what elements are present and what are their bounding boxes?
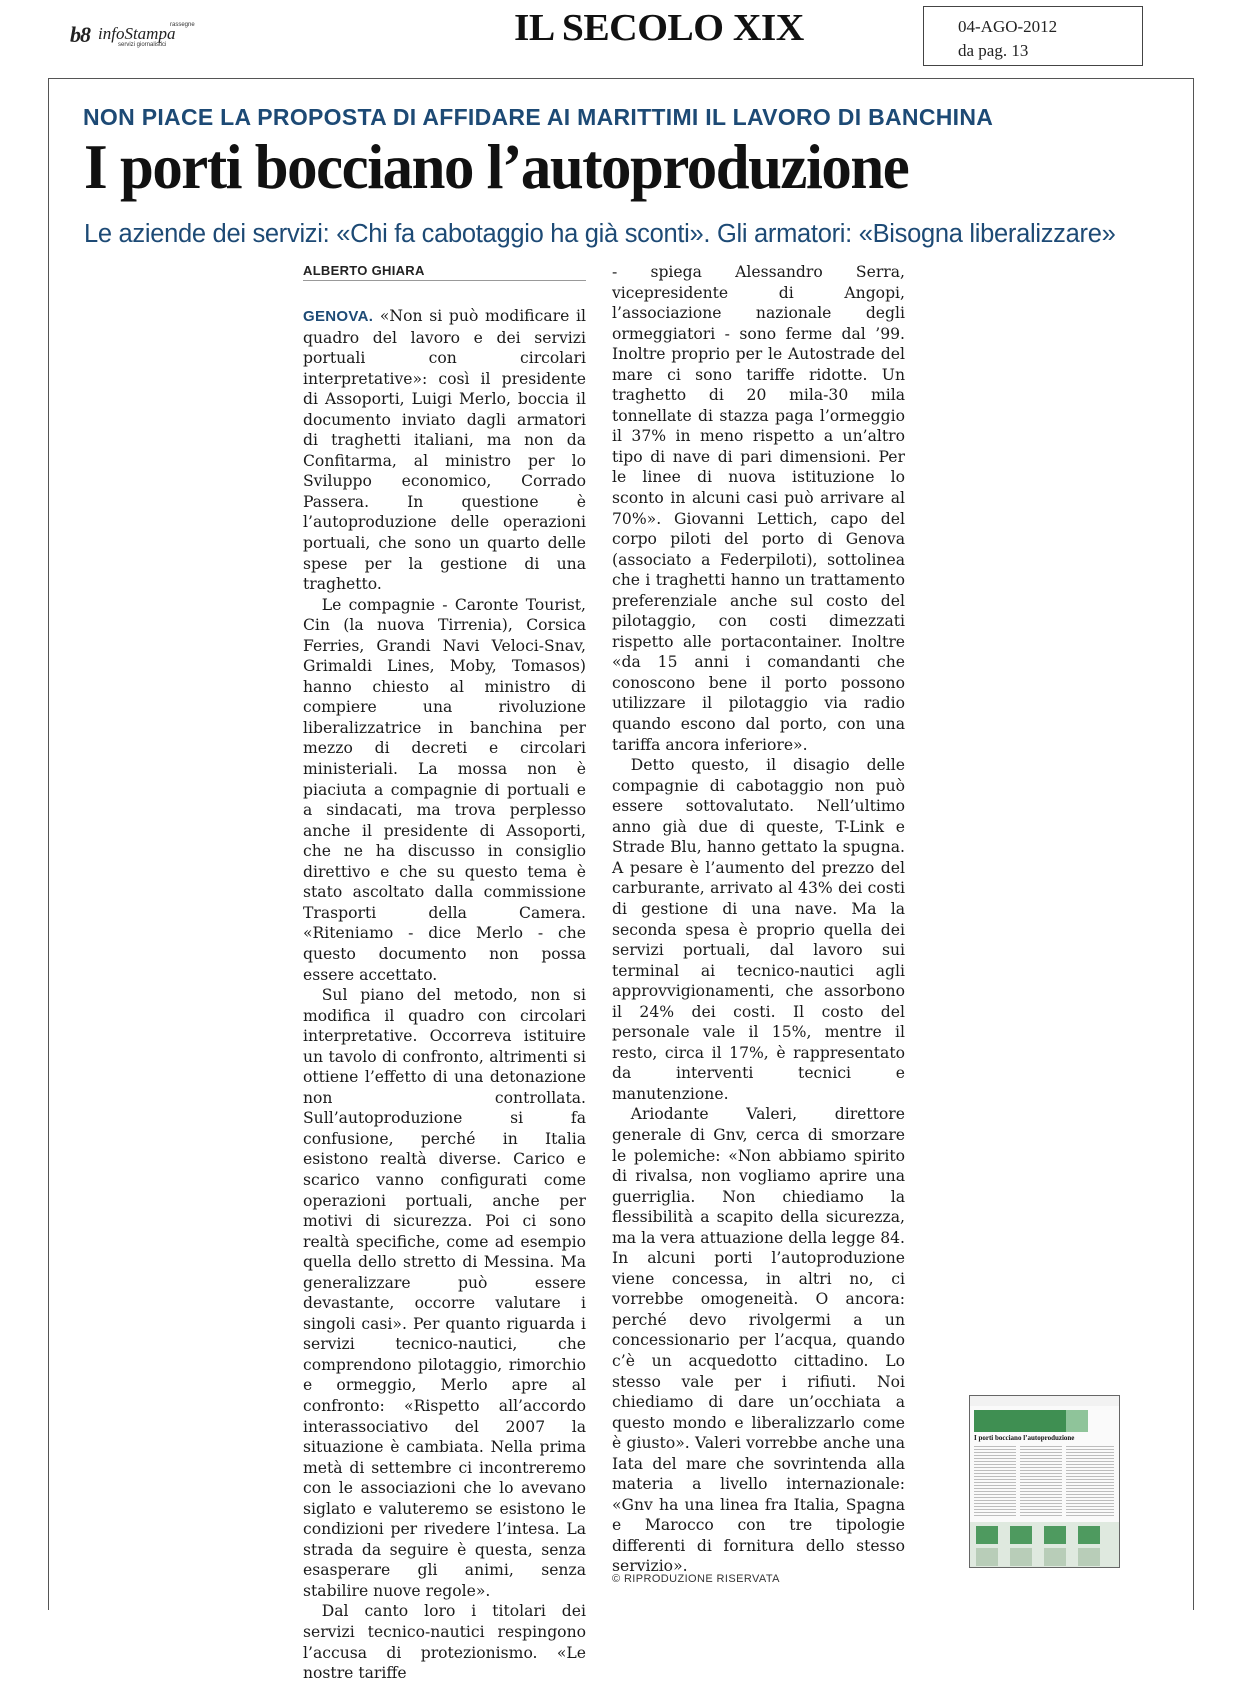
thumbnail-text-column bbox=[1066, 1446, 1114, 1516]
article-byline: ALBERTO GHIARA bbox=[303, 263, 425, 278]
logo-b8: b8 bbox=[70, 22, 90, 47]
thumbnail-text-column bbox=[974, 1446, 1016, 1516]
paragraph: Sul piano del metodo, non si modifica il quadro con circolari interpretative. Occorreva istituire un tavolo di confronto, altrimenti si ottiene l’effetto di una detonazione non controllata. Sull’autoproduzione si fa confusione, perché in Italia esistono realtà diverse. Carico e scarico vanno configurati come operazioni portuali, anche per motivi di sicurezza. Poi ci sono realtà specifiche, come ad esempio quella dello stretto di Messina. Ma generalizzare può essere devastante, occorre valutare i singoli casi». Per quanto riguarda i servizi tecnico-nautici, che comprendono pilotaggio, rimorchio e ormeggio, Merlo apre al confronto: «Rispetto all’accordo interassociativo del 2007 la situazione è cambiata. Nella prima metà di settembre ci incontreremo con le associazioni che lo avevano siglato e valuteremo se esistono le condizioni per rivedere l’intesa. La strada da seguire è questa, senza esasperare gli animi, senza stabilire nuove regole». bbox=[303, 986, 586, 1600]
thumbnail-text-column bbox=[1020, 1446, 1062, 1516]
ad-block bbox=[1078, 1548, 1100, 1566]
ad-block bbox=[1010, 1526, 1032, 1544]
infostampa-logo bbox=[70, 22, 220, 50]
logo-tagline-top: rassegne bbox=[170, 22, 195, 28]
article-subtitle: Le aziende dei servizi: «Chi fa cabotaggio ha già sconti». Gli armatori: «Bisogna liberalizzare» bbox=[84, 220, 1116, 248]
publication-date: 04-AGO-2012 bbox=[958, 17, 1058, 36]
ad-block bbox=[1044, 1548, 1066, 1566]
paragraph: Ariodante Valeri, direttore generale di Gnv, cerca di smorzare le polemiche: «Non abbiamo spirito di rivalsa, non vogliamo aprire una guerriglia. Non chiediamo la flessibilità a scapito della sicurezza, ma la vera attuazione della legge 84. In alcuni porti l’autoproduzione viene concessa, in altri no, ci vorrebbe omogeneità. O ancora: perché devo rivolgermi a un concessionario per l’acqua, quando c’è un acquedotto cittadino. Lo stesso vale per i rifiuti. Noi chiediamo di dare un’occhiata a questo mondo e liberalizzarlo come è giusto». Valeri vorrebbe anche una Iata del mare che sovrintenda alla materia a livello internazionale: «Gnv ha una linea fra Italia, Spagna e Marocco con tre tipologie differenti di fornitura dello stesso servizio». bbox=[612, 1105, 905, 1576]
thumbnail-photo bbox=[974, 1410, 1066, 1432]
thumbnail-advertisement bbox=[970, 1522, 1119, 1568]
thumbnail-header bbox=[970, 1396, 1119, 1406]
paragraph bbox=[303, 306, 586, 595]
ad-block bbox=[976, 1526, 998, 1544]
page-thumbnail bbox=[969, 1395, 1120, 1568]
paragraph-text: «Non si può modificare il quadro del lavoro e dei servizi portuali con circolari interpretative»: così il presidente di Assoporti, Luigi Merlo, boccia il documento inviato dagli armatori di traghetti italiani, ma non da Confitarma, al ministro per lo Sviluppo economico, Corrado Passera. In questione è l’autoproduzione delle operazioni portuali, che sono un quarto delle spese per la gestione di una traghetto. bbox=[303, 307, 586, 594]
paragraph: Le compagnie - Caronte Tourist, Cin (la nuova Tirrenia), Corsica Ferries, Grandi Navi Veloci-Snav, Grimaldi Lines, Moby, Tomasos) hanno chiesto al ministro di compiere una rivoluzione liberalizzatrice in banchina per mezzo di decreti e circolari ministeriali. La mossa non è piaciuta a compagnie di portuali e a sindacati, ma trova perplesso anche il presidente di Assoporti, che ne ha discusso in consiglio direttivo e che su questo tema è stato ascoltato dalla commissione Trasporti della Camera. «Riteniamo - dice Merlo - che questo documento non possa essere accettato. bbox=[303, 595, 586, 984]
thumbnail-headline: I porti bocciano l’autoproduzione bbox=[974, 1434, 1075, 1442]
logo-tagline-bottom: servizi giornalistici bbox=[118, 42, 167, 48]
article-column-left bbox=[303, 306, 586, 1684]
date-box bbox=[923, 6, 1143, 66]
paragraph: Detto questo, il disagio delle compagnie di cabotaggio non può essere sottovalutato. Nell’ultimo anno già due di queste, T-Link e Strade Blu, hanno gettato la spugna. A pesare è l’aumento del prezzo del carburante, arrivato al 43% dei costi di gestione di una nave. Ma la seconda spesa è proprio quella dei servizi portuali, dal lavoro sui terminal ai tecnico-nautici agli approvvigionamenti, che assorbono il 24% dei costi. Il costo del personale vale il 15%, mentre il resto, circa il 17%, è rappresentato da interventi tecnici e manutenzione. bbox=[612, 756, 905, 1103]
dateline: GENOVA. bbox=[303, 308, 374, 325]
article-column-right bbox=[612, 262, 905, 1577]
paragraph: Dal canto loro i titolari dei servizi tecnico-nautici respingono l’accusa di protezionismo. «Le nostre tariffe bbox=[303, 1602, 586, 1683]
newspaper-masthead: IL SECOLO XIX bbox=[514, 7, 804, 49]
ad-block bbox=[976, 1548, 998, 1566]
byline-divider bbox=[303, 280, 586, 281]
logo-infostampa: infoStampa bbox=[98, 24, 176, 43]
ad-block bbox=[1044, 1526, 1066, 1544]
article-title: I porti bocciano l’autoproduzione bbox=[84, 132, 909, 202]
ad-block bbox=[1078, 1526, 1100, 1544]
copyright-notice: © RIPRODUZIONE RISERVATA bbox=[612, 1573, 780, 1585]
ad-block bbox=[1010, 1548, 1032, 1566]
thumbnail-photo-secondary bbox=[1066, 1410, 1088, 1432]
article-kicker: NON PIACE LA PROPOSTA DI AFFIDARE AI MARITTIMI IL LAVORO DI BANCHINA bbox=[83, 104, 994, 130]
paragraph: - spiega Alessandro Serra, vicepresidente di Angopi, l’associazione nazionale degli ormeggiatori - sono ferme dal ’99. Inoltre proprio per le Autostrade del mare ci sono tariffe ridotte. Un traghetto di 20 mila-30 mila tonnellate di stazza paga l’ormeggio il 37% in meno rispetto a un’altro tipo di nave di pari dimensioni. Per le linee di nuova istituzione lo sconto in alcuni casi può arrivare al 70%». Giovanni Lettich, capo del corpo piloti del porto di Genova (associato a Federpiloti), sottolinea che i traghetti hanno un trattamento preferenziale anche sul costo del pilotaggio, con costi dimezzati rispetto alle portacontainer. Inoltre «da 15 anni i comandanti che conoscono bene il porto possono utilizzare il pilotaggio via radio quando escono dal porto, con una tariffa ancora inferiore». bbox=[612, 263, 905, 754]
page-reference: da pag. 13 bbox=[958, 41, 1029, 60]
